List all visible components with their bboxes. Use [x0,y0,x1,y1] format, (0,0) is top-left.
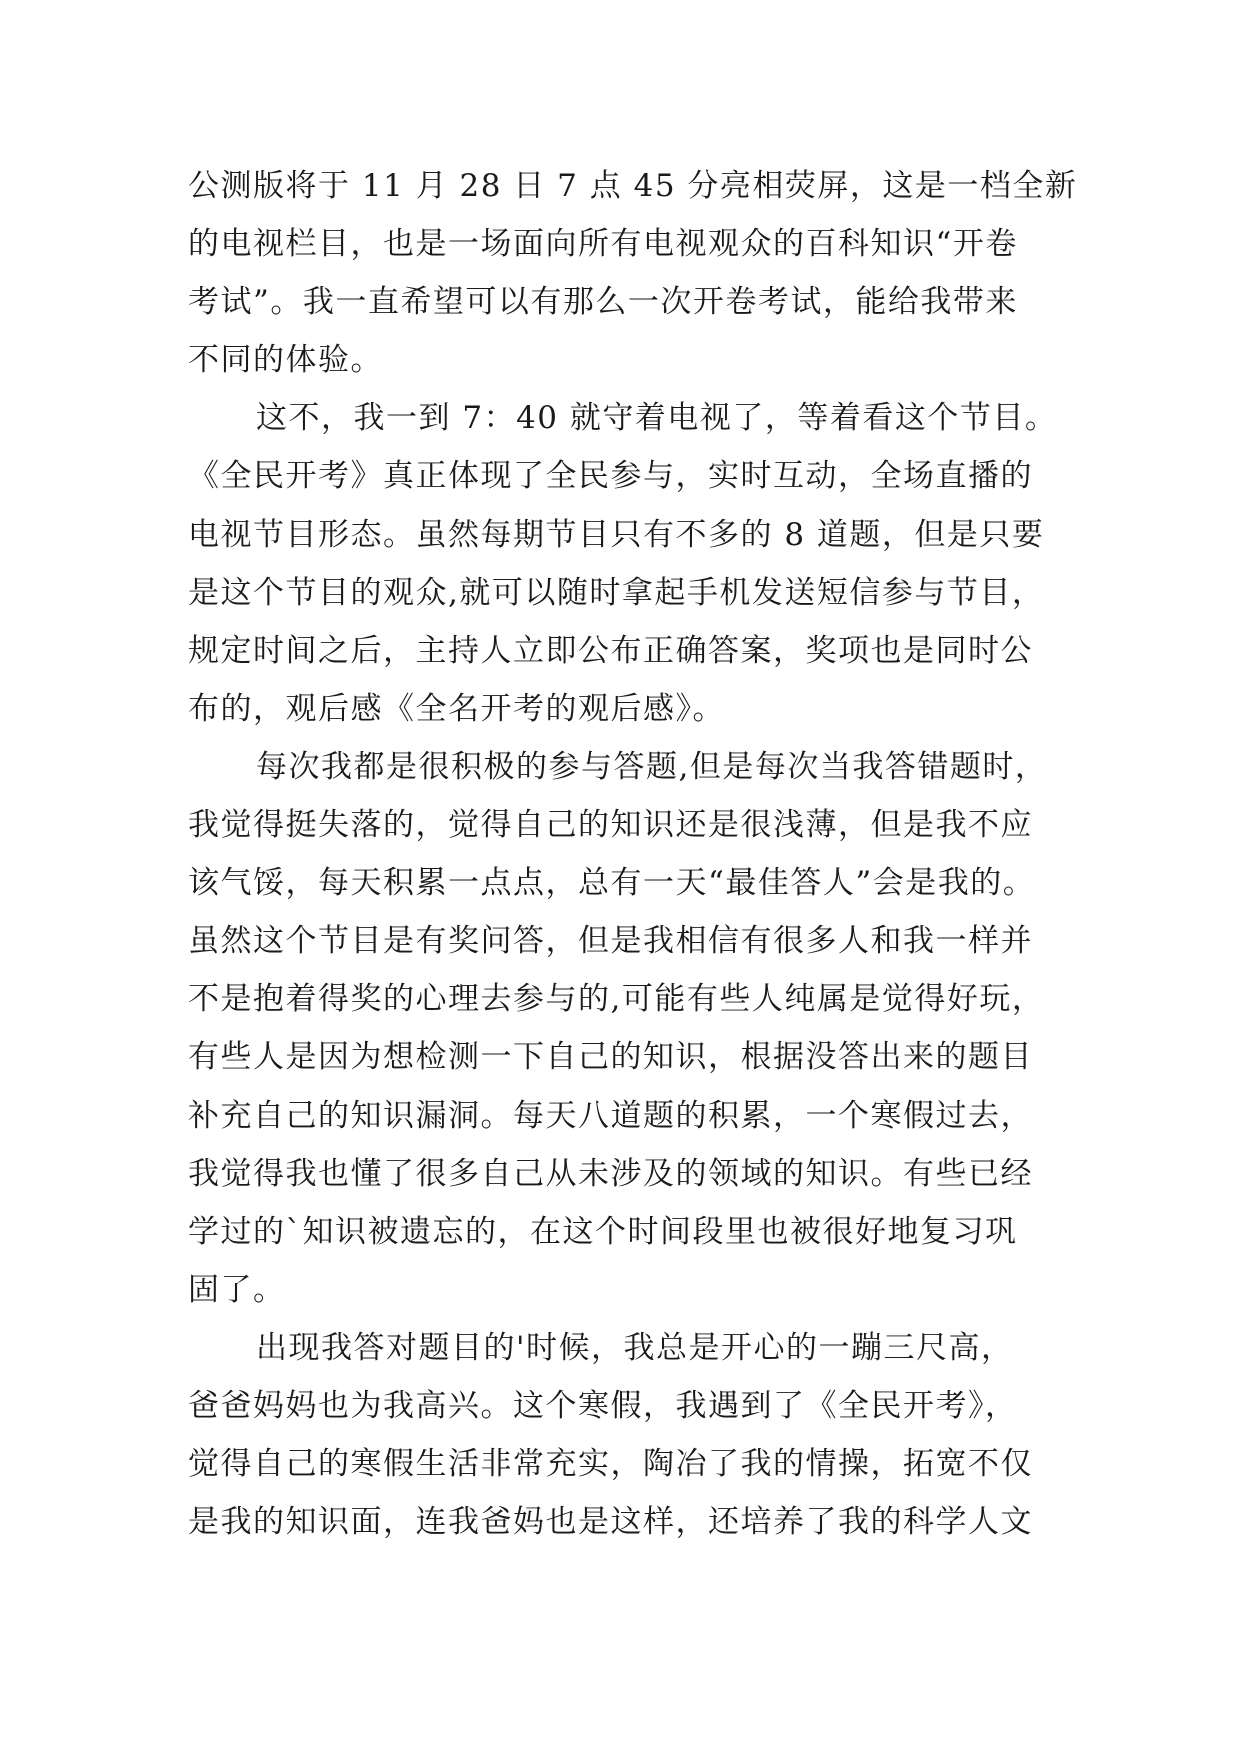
text-line: 学过的`知识被遗忘的，在这个时间段里也被很好地复习巩 [188,1213,1018,1250]
text-line: 我觉得我也懂了很多自己从未涉及的领域的知识。有些已经 [188,1155,1033,1192]
text-line: 觉得自己的寒假生活非常充实，陶冶了我的情操，拓宽不仅 [188,1446,1033,1483]
text-line: 该气馁，每天积累一点点，总有一天“最佳答人”会是我的。 [188,865,1036,902]
paragraph-start-line: 出现我答对题目的'时候，我总是开心的一蹦三尺高， [256,1329,1014,1366]
text-line: 有些人是因为想检测一下自己的知识，根据没答出来的题目 [188,1039,1033,1076]
text-line: 不同的体验。 [188,342,383,379]
text-line: 公测版将于 11 月 28 日 7 点 45 分亮相荧屏，这是一档全新 [188,168,1078,204]
text-line: 固了。 [188,1271,286,1308]
text-line: 不是抱着得奖的心理去参与的,可能有些人纯属是觉得好玩， [188,981,1045,1018]
paragraph-start-line: 每次我都是很积极的参与答题,但是每次当我答错题时， [256,748,1048,785]
text-line: 我觉得挺失落的，觉得自己的知识还是很浅薄，但是我不应 [188,807,1033,844]
text-line: 是我的知识面，连我爸妈也是这样，还培养了我的科学人文 [188,1504,1033,1541]
text-line: 布的，观后感《全名开考的观后感》。 [188,690,725,727]
text-line: 电视节目形态。虽然每期节目只有不多的 8 道题，但是只要 [188,516,1045,553]
text-line: 考试”。我一直希望可以有那么一次开卷考试，能给我带来 [188,284,1018,321]
text-line: 补充自己的知识漏洞。每天八道题的积累，一个寒假过去， [188,1097,1033,1134]
text-line: 《全民开考》真正体现了全民参与，实时互动，全场直播的 [188,458,1033,495]
text-line: 规定时间之后，主持人立即公布正确答案，奖项也是同时公 [188,632,1033,669]
text-line: 爸爸妈妈也为我高兴。这个寒假，我遇到了《全民开考》， [188,1387,1018,1424]
body-text [188,157,1078,1551]
paragraph-start-line: 这不，我一到 7：40 就守着电视了，等着看这个节目。 [256,400,1058,437]
text-line: 的电视栏目，也是一场面向所有电视观众的百科知识“开卷 [188,226,1018,263]
text-line: 是这个节目的观众,就可以随时拿起手机发送短信参与节目， [188,574,1045,611]
text-line: 虽然这个节目是有奖问答，但是我相信有很多人和我一样并 [188,923,1033,960]
